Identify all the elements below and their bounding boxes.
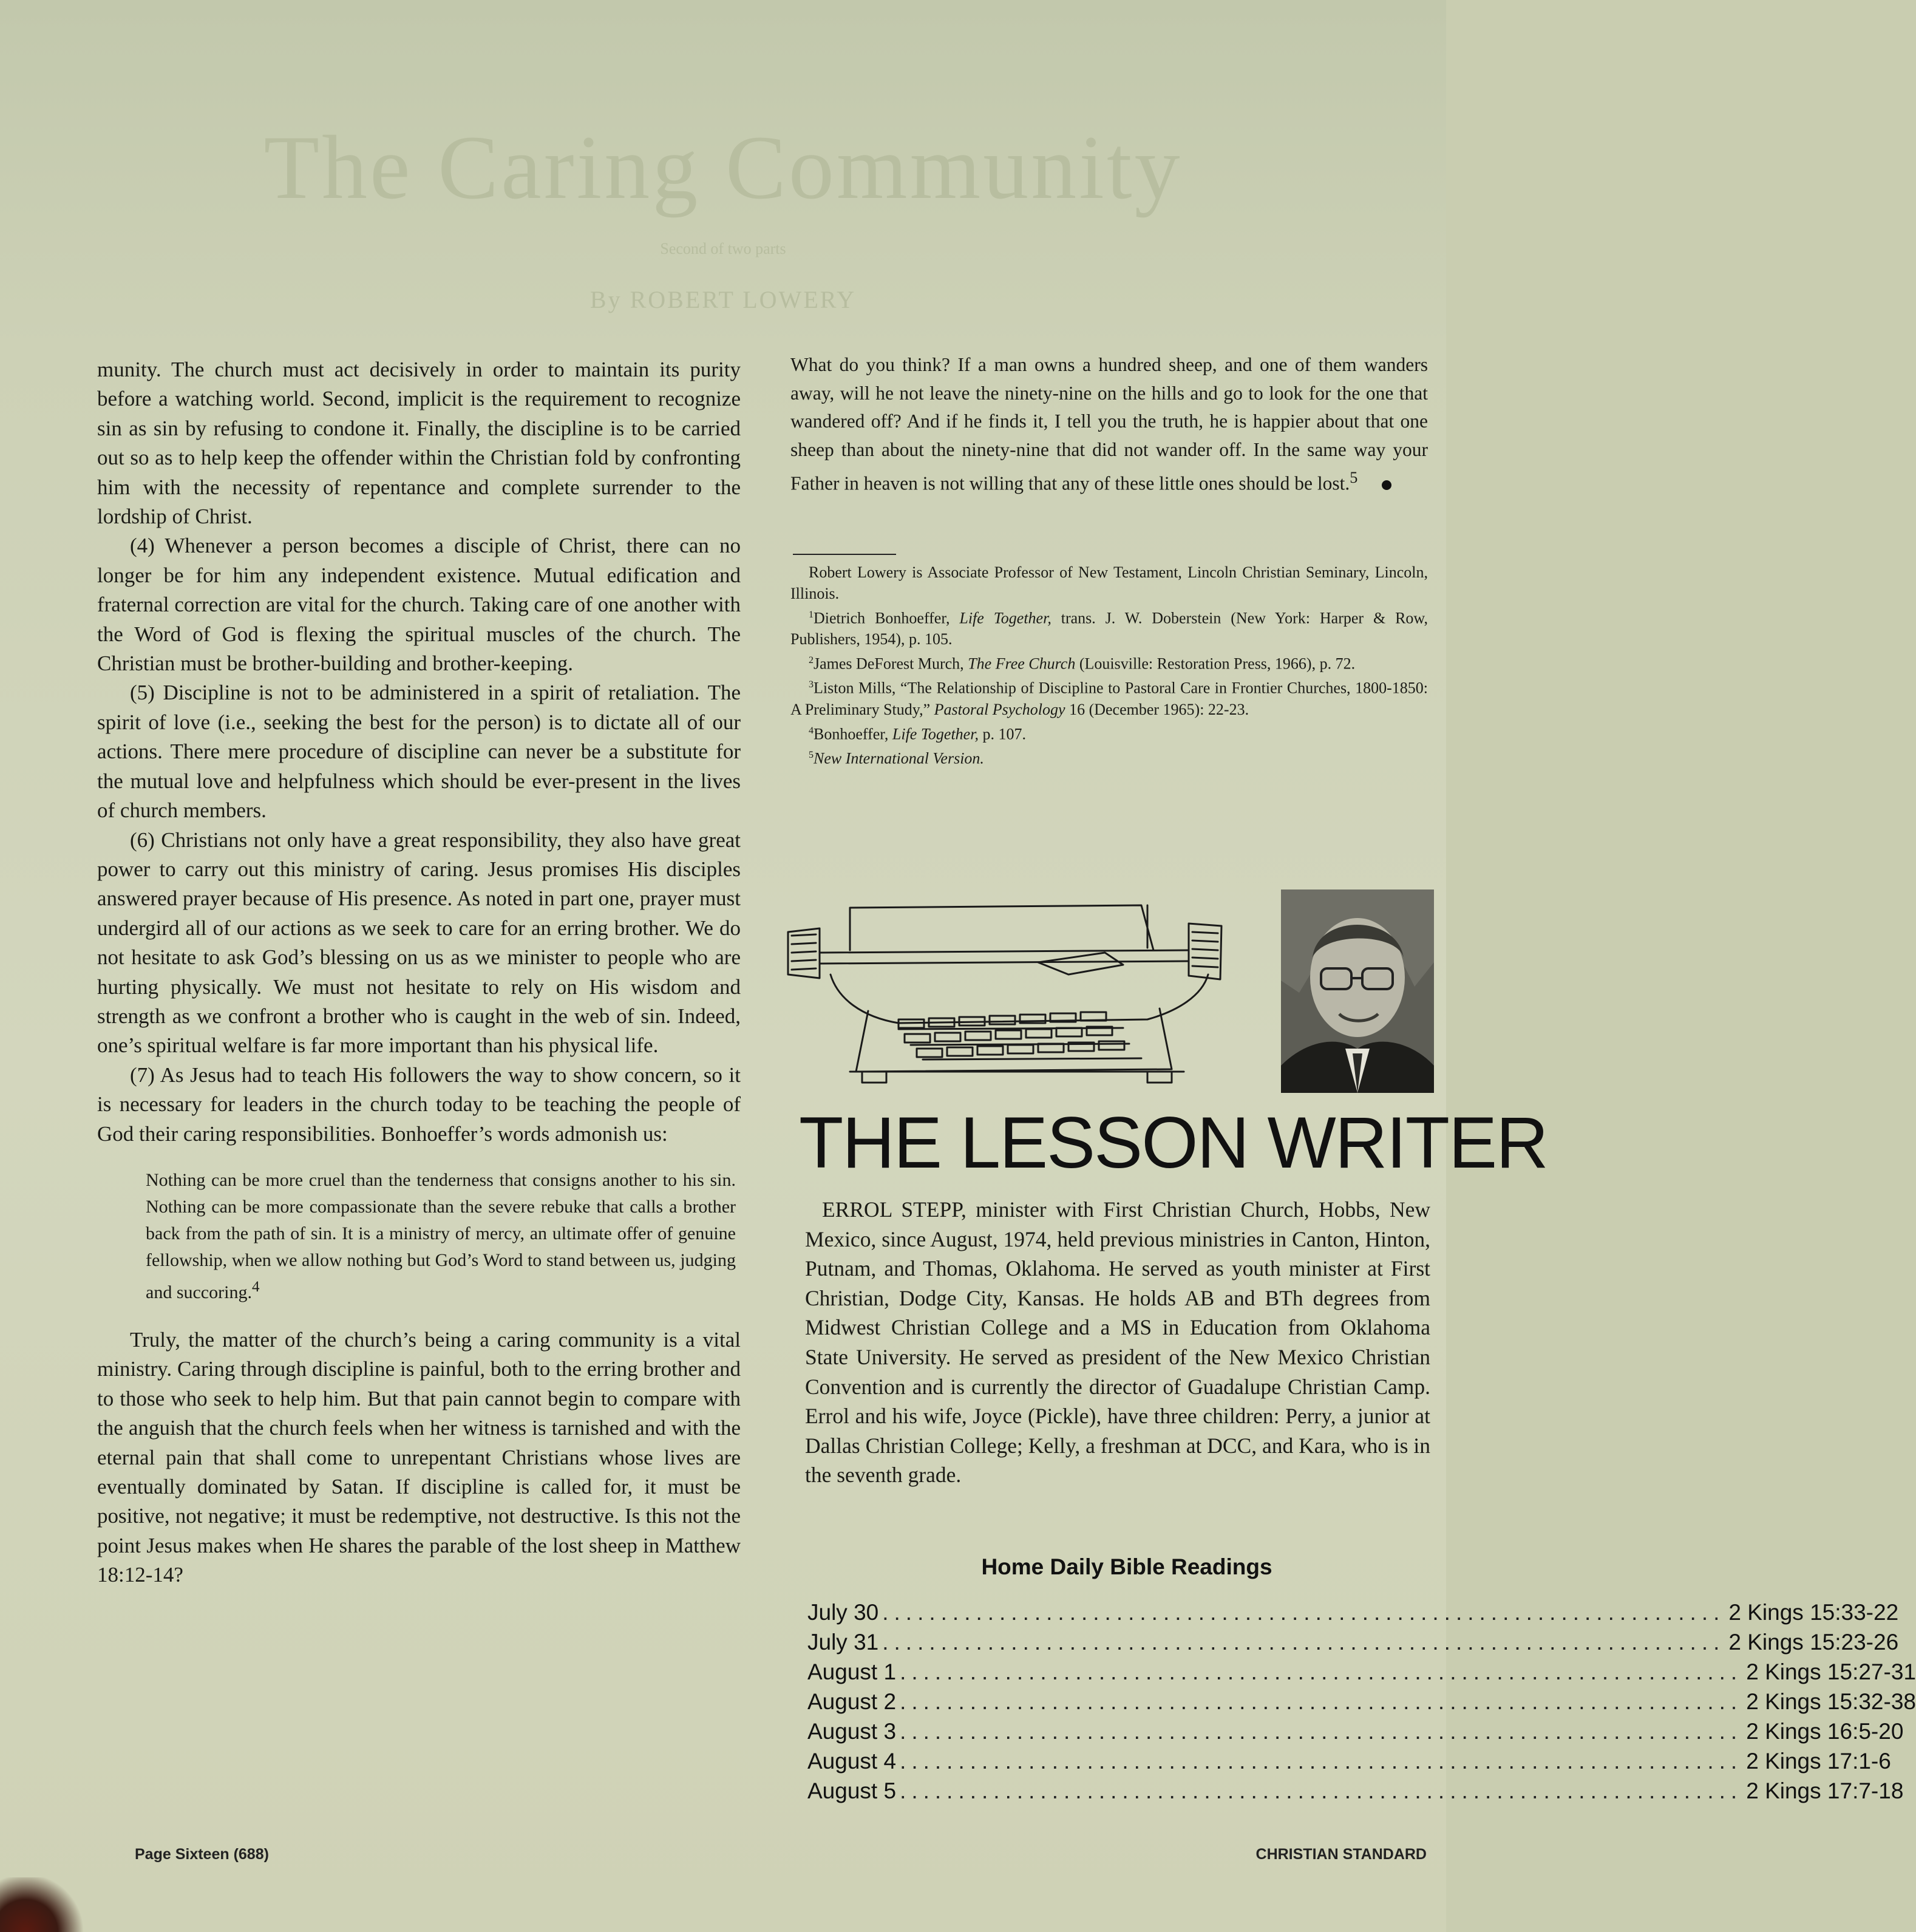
footnote-text: trans. J. W. Doberstein (New York: Harper & Row, Publishers, 1954), p. 105. <box>790 609 1429 648</box>
footnote-title: Life Together, <box>892 725 979 743</box>
footnote-text: p. 107. <box>978 725 1026 743</box>
article-right-column <box>790 351 1428 498</box>
footnote-text: Liston Mills, “The Relationship of Discipline to Pastoral Care in Frontier Churches, 1800-1850: A Preliminary Study,” <box>790 679 1428 718</box>
readings-list <box>807 1600 1916 1808</box>
leader-dots: ........................................................................ <box>900 1689 1743 1714</box>
reading-row <box>807 1600 1899 1630</box>
article-paragraph: (5) Discipline is not to be administered in a spirit of retaliation. The spirit of love (i.e., seeking the best for the person) is to dictate all of our actions. There mere procedure of discipline can never be a substitute for the mutual love and helpfulness which should be ever-present in the lives of church members. <box>97 681 741 823</box>
footnote-3 <box>790 675 1428 720</box>
scripture-quote <box>790 351 1428 498</box>
footnote-title: New International Version. <box>814 749 984 767</box>
portrait-drawing <box>1281 889 1434 1093</box>
reading-row <box>807 1719 1904 1749</box>
article-paragraph: (4) Whenever a person becomes a disciple of Christ, there can no longer be for him any independent existence. Mutual edification and fraternal correction are vital for the church. Taking care of one another with the Word of God is flexing the spiritual muscles of the church. The Christian must be brother-building and brother-keeping. <box>97 534 741 676</box>
reading-day: August 5 <box>807 1778 897 1803</box>
article-paragraph: (7) As Jesus had to teach His followers the way to show concern, so it is necessary for leaders in the church today to be teaching the people of God their caring responsibilities. Bonhoeffer’s words admonish us: <box>97 1063 741 1146</box>
readings-heading: Home Daily Bible Readings <box>981 1554 1272 1579</box>
reading-ref: 2 Kings 15:27-31 <box>1746 1659 1916 1684</box>
leader-dots: ........................................................................ <box>900 1778 1743 1803</box>
footnote-text: James DeForest Murch, <box>814 655 968 673</box>
reading-ref: 2 Kings 15:33-22 <box>1728 1600 1899 1625</box>
quote-text: Nothing can be more cruel than the tenderness that consigns another to his sin. Nothing can be more compassionate than the severe rebuke that calls a brother back from the path of sin. It is a ministry of mercy, an ultimate offer of genuine fellowship, when we allow nothing but God’s Word to stand between us, judging and succoring. <box>146 1169 736 1302</box>
reading-day: July 31 <box>807 1630 879 1655</box>
reading-ref: 2 Kings 15:32-38 <box>1746 1689 1916 1714</box>
reading-day: August 3 <box>807 1719 897 1744</box>
author-note: Robert Lowery is Associate Professor of New Testament, Lincoln Christian Seminary, Lincoln, Illinois. <box>790 563 1428 602</box>
footnote-number: 5 <box>809 750 814 760</box>
footnote-number: 2 <box>809 655 814 665</box>
reading-row <box>807 1630 1899 1659</box>
leader-dots: ........................................................................ <box>882 1600 1725 1625</box>
lesson-writer-heading: THE LESSON WRITER <box>799 1102 1547 1183</box>
reading-row <box>807 1778 1904 1808</box>
article-left-column <box>97 355 741 1590</box>
reading-day: August 2 <box>807 1689 897 1714</box>
page-number: Page Sixteen (688) <box>135 1846 269 1863</box>
footnote-title: Life Together, <box>959 609 1051 627</box>
footnote-2 <box>790 650 1428 675</box>
footnote-divider <box>793 554 896 555</box>
typewriter-illustration <box>783 889 1263 1102</box>
reading-day: July 30 <box>807 1600 879 1625</box>
leader-dots: ........................................................................ <box>900 1659 1743 1684</box>
footnote-number: 3 <box>809 679 814 690</box>
footnote-ref: 4 <box>251 1278 260 1295</box>
reading-day: August 1 <box>807 1659 897 1684</box>
footnote-number: 1 <box>809 609 814 620</box>
lesson-writer-bio <box>805 1195 1430 1490</box>
footnote-4 <box>790 721 1428 745</box>
leader-dots: ........................................................................ <box>900 1749 1743 1774</box>
reading-ref: 2 Kings 15:23-26 <box>1728 1630 1899 1655</box>
bio-paragraph: ERROL STEPP, minister with First Christian Church, Hobbs, New Mexico, since August, 1974, held previous ministries in Canton, Hinton, Putnam, and Thomas, Oklahoma. He served as youth minister at First Christian, Dodge City, Kansas. He holds AB and BTh degrees from Midwest Christian College and a MS in Education from Oklahoma State University. He served as president of the New Mexico Christian Convention and is currently the director of Guadalupe Christian Camp. Errol and his wife, Joyce (Pickle), have three children: Perry, a junior at Dallas Christian College; Kelly, a freshman at DCC, and Kara, who is in the seventh grade. <box>805 1197 1430 1488</box>
reading-row <box>807 1749 1891 1778</box>
scripture-quote-text: What do you think? If a man owns a hundred sheep, and one of them wanders away, will he not leave the ninety-nine on the hills and go to look for the one that wandered off? And if he finds it, I tell you the truth, he is happier about that one sheep than about the ninety-nine that did not wander off. In the same way your Father in heaven is not willing that any of these little ones should be lost. <box>790 354 1428 494</box>
bonhoeffer-quote <box>146 1167 736 1306</box>
footnote-text: (Louisville: Restoration Press, 1966), p. 72. <box>1075 655 1356 673</box>
article-paragraph: (6) Christians not only have a great responsibility, they also have great power to carry out this ministry of caring. Jesus promises His disciples answered prayer because of His presence. As noted in part one, prayer must undergird all of our actions as we seek to care for an erring brother. We do not hesitate to ask God’s blessing on us as we minister to people who are hurting physically. We must not hesitate to rely on His wisdom and strength as we confront a brother who is caught in the web of sin. Indeed, one’s spiritual welfare is far more important than his physical life. <box>97 828 741 1058</box>
article-paragraph: munity. The church must act decisively in order to maintain its purity before a watching world. Second, implicit is the requirement to recognize sin as sin by refusing to condone it. Finally, the discipline is to be carried out so as to help keep the offender within the Christian fold by confronting him with the necessity of repentance and complete surrender to the lordship of Christ. <box>97 358 741 529</box>
article-paragraph: Truly, the matter of the church’s being a caring community is a vital ministry. Caring through discipline is painful, both to the erring brother and to those who seek to help him. But that pain cannot begin to compare with the anguish that the church feels when her witness is tarnished and with the eternal pain that shall come to unrepentant Christians whose lives are eventually dominated by Satan. If discipline is called for, it must be positive, not negative; it must be redemptive, not destructive. Is this not the point Jesus makes when He shares the parable of the lost sheep in Matthew 18:12-14? <box>97 1327 741 1587</box>
reading-day: August 4 <box>807 1749 897 1774</box>
reading-ref: 2 Kings 17:1-6 <box>1746 1749 1891 1774</box>
footnote-title: Pastoral Psychology <box>934 700 1065 718</box>
footnote-1 <box>790 605 1428 650</box>
reading-ref: 2 Kings 17:7-18 <box>1746 1778 1904 1803</box>
footnote-number: 4 <box>809 725 814 736</box>
footnote-5 <box>790 745 1428 769</box>
footnote-text: 16 (December 1965): 22-23. <box>1065 700 1249 718</box>
faded-byline: By ROBERT LOWERY <box>589 286 857 313</box>
faded-title: The Caring Community <box>263 117 1183 218</box>
footnote-text: Bonhoeffer, <box>814 725 892 743</box>
footnotes <box>790 562 1428 769</box>
leader-dots: ........................................................................ <box>900 1719 1743 1744</box>
scan-shadow <box>0 1877 85 1932</box>
author-portrait-photo <box>1281 889 1434 1093</box>
reading-row <box>807 1689 1916 1719</box>
faded-subtitle: Second of two parts <box>660 240 786 257</box>
leader-dots: ........................................................................ <box>882 1630 1725 1655</box>
footnote-title: The Free Church <box>968 655 1076 673</box>
magazine-name: CHRISTIAN STANDARD <box>1255 1846 1427 1863</box>
footnote-ref: 5 <box>1350 469 1358 486</box>
reading-row <box>807 1659 1916 1689</box>
footnote-text: Dietrich Bonhoeffer, <box>814 609 960 627</box>
end-bullet-icon <box>1382 480 1391 490</box>
reading-ref: 2 Kings 16:5-20 <box>1746 1719 1904 1744</box>
